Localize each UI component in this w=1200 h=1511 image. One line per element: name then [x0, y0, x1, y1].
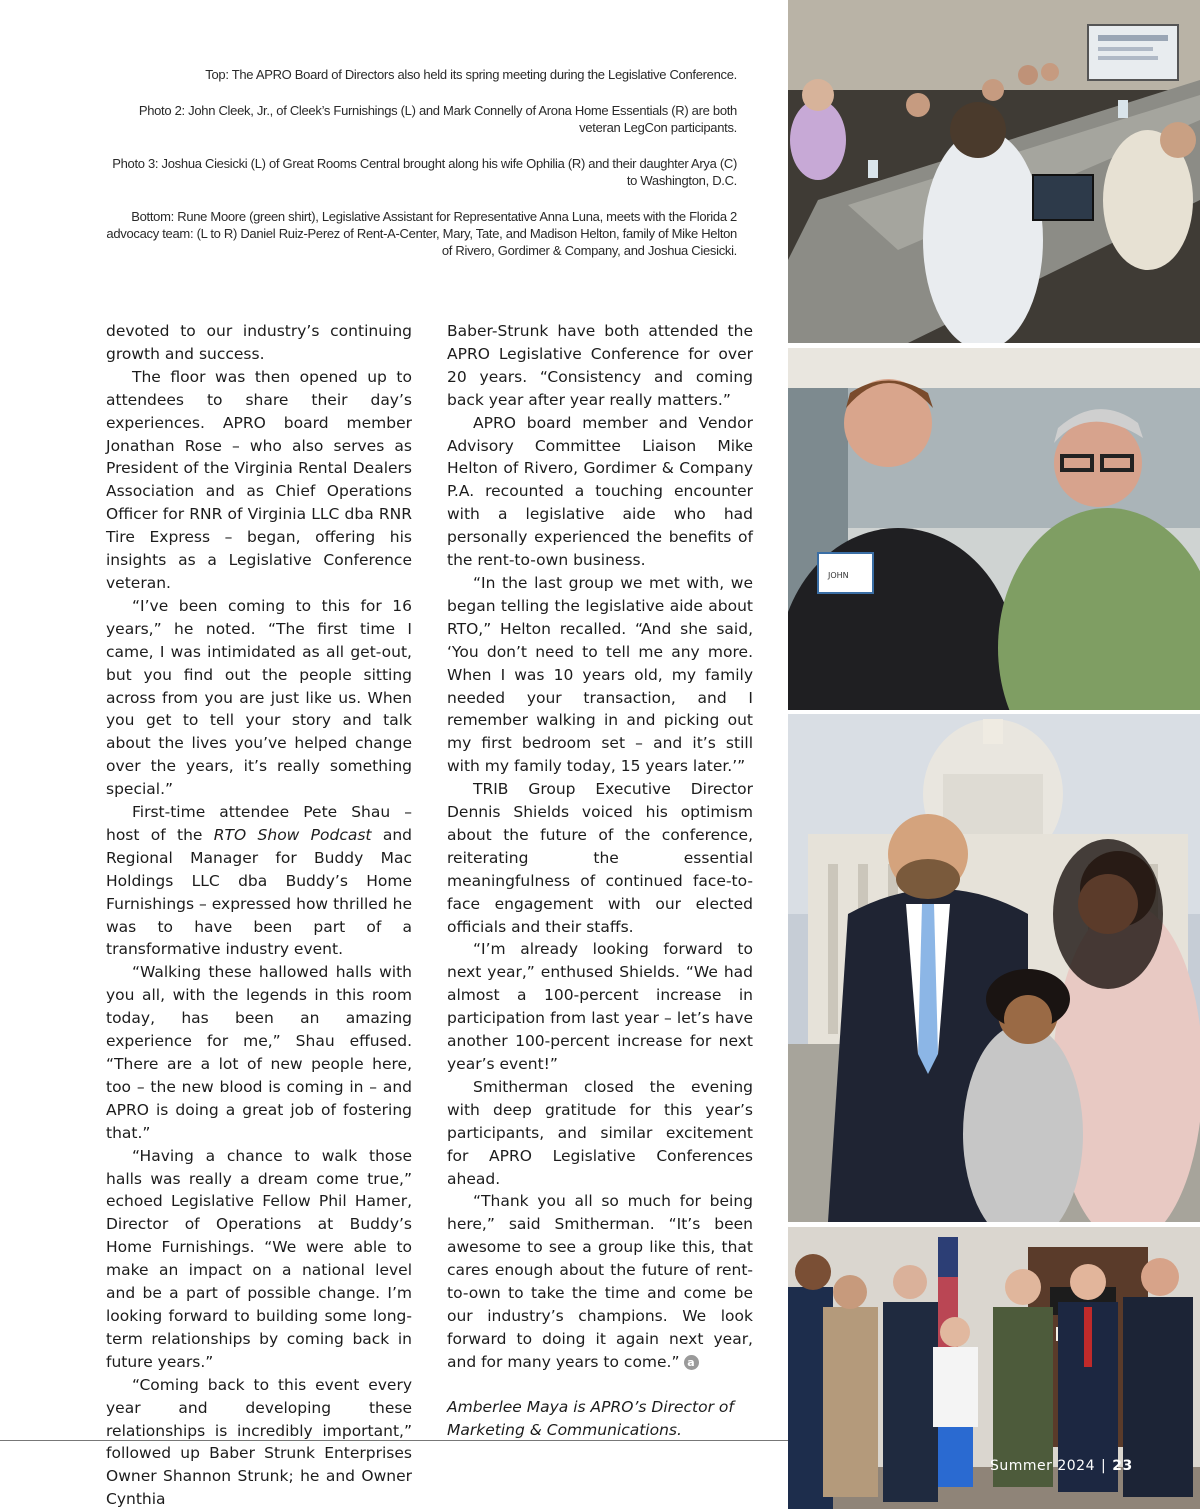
photo-captions — [100, 66, 737, 278]
podcast-title: RTO Show Podcast — [213, 825, 372, 844]
photo-cleek-connelly — [788, 348, 1200, 710]
caption-photo-3: Photo 3: Joshua Ciesicki (L) of Great Rooms Central brought along his wife Ophilia (R) and their daughter Arya (C) to Washington, D.C. — [112, 156, 737, 188]
paragraph-closing — [447, 1190, 753, 1373]
paragraph: Baber-Strunk have both attended the APRO Legislative Conference for over 20 years. “Consistency and coming back year after year really matters.” — [447, 322, 753, 409]
paragraph-text: and Regional Manager for Buddy Mac Holdings LLC dba Buddy’s Home Furnishings – expressed how thrilled he was to have been part of a transformative industry event. — [106, 825, 412, 959]
issue-label: Summer 2024 — [990, 1458, 1095, 1474]
paragraph: Smitherman closed the evening with deep gratitude for this year’s participants, and similar excitement for APRO Legislative Conferences ahead. — [447, 1077, 753, 1188]
paragraph: “I’ve been coming to this for 16 years,” he noted. “The first time I came, I was intimidated as all get-out, but you find out the people sitting across from you are just like us. When you get to tell your story and talk about the lives you’ve helped change over the years, it’s really something special.” — [106, 596, 412, 799]
end-mark-icon: a — [684, 1355, 699, 1370]
paragraph: “Coming back to this event every year and developing these relationships is incredibly important,” followed up Baber Strunk Enterprises Owner Shannon Strunk; he and Owner Cynthia — [106, 1375, 412, 1509]
name-badge-text: JOHN — [828, 571, 849, 580]
photo-ciesicki-family — [788, 714, 1200, 1222]
footer-rule — [0, 1440, 788, 1441]
page-folio — [990, 1458, 1133, 1474]
paragraph-text: “Thank you all so much for being here,” said Smitherman. “It’s been awesome to see a group like this, that cares enough about the future of rent-to-own to take the time and come be our industry’s champions. We look forward to doing it again next year, and for many years to come.” — [447, 1192, 753, 1371]
paragraph: The floor was then opened up to attendees to share their day’s experiences. APRO board member Jonathan Rose – who also serves as President of the Virginia Rental Dealers Association and as Chief Operations Officer for RNR of Virginia LLC dba RNR Tire Express – began, offering his insights as a Legislative Conference veteran. — [106, 367, 412, 592]
paragraph: TRIB Group Executive Director Dennis Shields voiced his optimism about the future of the conference, reiterating the essential meaningfulness of continued face-to-face engagement with our elected officials and their staffs. — [447, 780, 753, 936]
paragraph-pete-shau — [106, 801, 412, 961]
paragraph: devoted to our industry’s continuing growth and success. — [106, 322, 412, 363]
article-column-left — [106, 320, 412, 1511]
paragraph: “Walking these hallowed halls with you all, with the legends in this room today, has been an amazing experience for me,” Shau effused. “There are a lot of new people here, too – the new blood is coming in – and APRO is doing a great job of fostering that.” — [106, 963, 412, 1142]
page-number: 23 — [1112, 1458, 1133, 1474]
paragraph: “I’m already looking forward to next year,” enthused Shields. “We had almost a 100-percent increase in participation from last year – let’s have another 100-percent increase for next year’s event!” — [447, 940, 753, 1073]
paragraph: APRO board member and Vendor Advisory Committee Liaison Mike Helton of Rivero, Gordimer & Company P.A. recounted a touching encounter with a legislative aide who had personally experienced the benefits of the rent-to-own business. — [447, 413, 753, 570]
paragraph: “Having a chance to walk those halls was really a dream come true,” echoed Legislative Fellow Phil Hamer, Director of Operations at Buddy’s Home Furnishings. “We were able to make an impact on a national level and be a part of possible change. I’m looking forward to building some long-term relationships by coming back in future years.” — [106, 1146, 412, 1371]
paragraph-text: First-time attendee Pete Shau – host of the — [106, 803, 412, 844]
folio-separator: | — [1100, 1458, 1107, 1474]
photo-board-meeting — [788, 0, 1200, 343]
caption-photo-2: Photo 2: John Cleek, Jr., of Cleek’s Furnishings (L) and Mark Connelly of Arona Home Essentials (R) are both veteran LegCon participants. — [138, 103, 737, 135]
article-column-right — [447, 320, 753, 1442]
author-byline: Amberlee Maya is APRO’s Director of Marketing & Communications. — [447, 1397, 734, 1439]
caption-top: Top: The APRO Board of Directors also held its spring meeting during the Legislative Conference. — [205, 67, 737, 82]
paragraph: “In the last group we met with, we began telling the legislative aide about RTO,” Helton recalled. “And she said, ‘You don’t need to tell me any more. When I was 10 years old, my family needed your transaction, and I remember walking in and picking out my first bedroom set – and it’s still with my family today, 15 years later.’” — [447, 573, 753, 776]
caption-bottom: Bottom: Rune Moore (green shirt), Legislative Assistant for Representative Anna Luna, meets with the Florida 2 advocacy team: (L to R) Daniel Ruiz-Perez of Rent-A-Center, Mary, Tate, and Madison Helton, family of Mike Helton of Rivero, Gordimer & Company, and Joshua Ciesicki. — [106, 209, 737, 258]
